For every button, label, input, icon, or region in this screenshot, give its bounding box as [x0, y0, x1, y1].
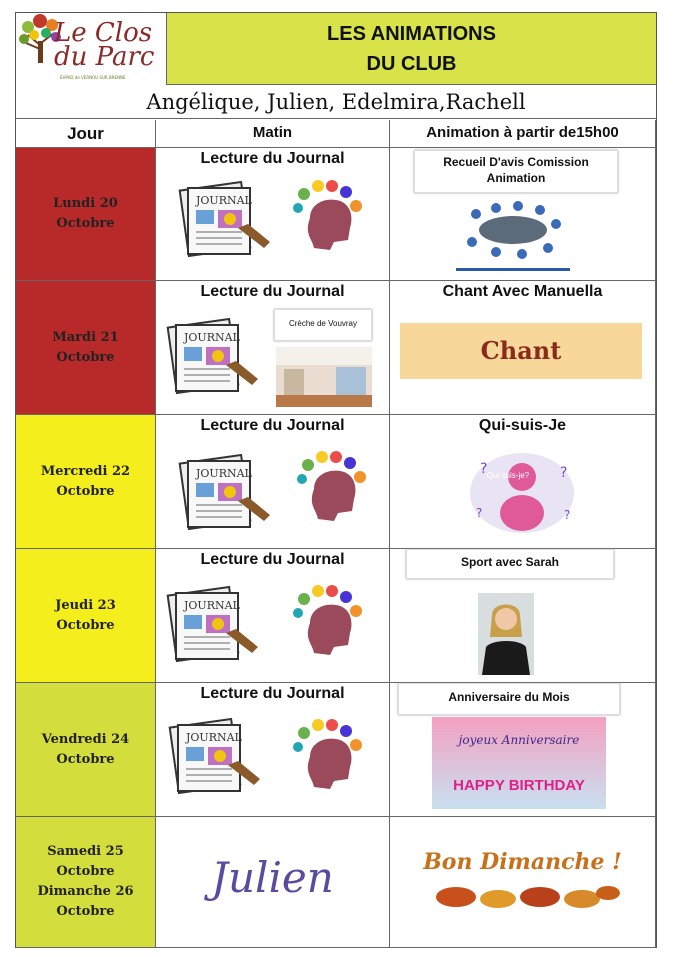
day-month: Octobre: [56, 751, 115, 767]
morning-cell: [156, 817, 390, 948]
morning-activity: Lecture du Journal: [200, 283, 345, 300]
afternoon-activity: Sport avec Sarah: [406, 549, 614, 579]
morning-activity: Lecture du Journal: [200, 417, 345, 434]
newspaper-icon: [166, 583, 262, 667]
day-name: Mardi 21: [52, 329, 119, 345]
creche-photo: [276, 347, 372, 407]
day-name: Dimanche 26: [37, 884, 134, 899]
bon-dimanche-banner: Bon Dimanche !: [423, 849, 622, 875]
header-morning: Matin: [156, 120, 390, 148]
title-banner: [166, 13, 656, 85]
svg-text:?: ?: [476, 506, 483, 520]
afternoon-cell: [390, 683, 656, 817]
creche-label: Crèche de Vouvray: [274, 309, 372, 341]
day-month: Octobre: [56, 864, 115, 879]
newspaper-icon: [166, 315, 262, 399]
afternoon-cell: [390, 148, 656, 281]
svg-text:JOURNAL: JOURNAL: [196, 467, 252, 480]
day-month: Octobre: [56, 617, 115, 633]
day-name: Jeudi 23: [55, 597, 116, 613]
header-day: Jour: [16, 120, 156, 148]
logo-text: Le Clos du Parc: [54, 18, 155, 72]
day-cell: [16, 281, 156, 415]
svg-text:?: ?: [560, 465, 568, 481]
afternoon-activity: Recueil D'avis Comission Animation: [414, 150, 618, 193]
morning-cell: [156, 415, 390, 549]
page-title-line2: DU CLUB: [366, 53, 457, 75]
day-month: Octobre: [56, 483, 115, 499]
qui-suis-je-text: Qui suis-je?: [486, 471, 530, 480]
newspaper-icon: [178, 178, 274, 262]
birthday-text: joyeux Anniversaire: [458, 733, 580, 747]
morning-activity: Lecture du Journal: [200, 685, 345, 702]
sarah-photo: [478, 593, 534, 675]
newspaper-icon: [168, 715, 264, 799]
afternoon-activity: Qui-suis-Je: [478, 417, 567, 434]
day-name: Samedi 25: [47, 844, 124, 859]
day-cell: [16, 148, 156, 281]
head-thoughts-icon: [290, 583, 364, 657]
afternoon-activity: Anniversaire du Mois: [398, 683, 620, 715]
afternoon-cell: [390, 415, 656, 549]
morning-cell: [156, 549, 390, 683]
svg-text:JOURNAL: JOURNAL: [184, 331, 240, 344]
autumn-leaves-icon: [432, 879, 622, 915]
birthday-banner: [432, 717, 606, 809]
newspaper-icon: [178, 451, 274, 535]
day-cell: [16, 549, 156, 683]
day-month: Octobre: [56, 904, 115, 919]
julien-signature: Julien: [211, 853, 334, 902]
svg-text:JOURNAL: JOURNAL: [186, 731, 242, 744]
page-title-line1: LES ANIMATIONS: [327, 23, 496, 45]
happy-birthday-text: HAPPY BIRTHDAY: [453, 777, 585, 794]
afternoon-cell: [390, 817, 656, 948]
head-thoughts-icon: [294, 449, 368, 523]
head-thoughts-icon: [290, 717, 364, 791]
day-name: Vendredi 24: [41, 731, 130, 747]
chant-banner: Chant: [400, 323, 642, 379]
logo: [16, 13, 166, 85]
morning-cell: [156, 281, 390, 415]
afternoon-cell: [390, 549, 656, 683]
day-name: Lundi 20: [53, 196, 118, 211]
svg-text:?: ?: [564, 508, 571, 522]
day-cell: [16, 817, 156, 948]
svg-text:JOURNAL: JOURNAL: [196, 194, 252, 207]
morning-activity: Lecture du Journal: [200, 150, 345, 167]
svg-text:?: ?: [480, 461, 488, 477]
meeting-icon: [452, 194, 574, 274]
head-thoughts-icon: [290, 178, 364, 252]
header-afternoon: Animation à partir de15h00: [390, 120, 656, 148]
svg-text:JOURNAL: JOURNAL: [184, 599, 240, 612]
day-name: Mercredi 22: [40, 463, 131, 479]
question-person-icon: [460, 443, 584, 539]
day-month: Octobre: [56, 349, 115, 365]
day-month: Octobre: [56, 216, 115, 231]
staff-names: Angélique, Julien, Edelmira,Rachell: [16, 86, 656, 119]
afternoon-cell: [390, 281, 656, 415]
logo-subtitle: EHPAD de VERNOU SUR BRENNE: [60, 75, 126, 80]
afternoon-activity: Chant Avec Manuella: [442, 283, 603, 300]
day-cell: [16, 415, 156, 549]
morning-activity: Lecture du Journal: [200, 551, 345, 568]
day-cell: [16, 683, 156, 817]
morning-cell: [156, 683, 390, 817]
morning-cell: [156, 148, 390, 281]
